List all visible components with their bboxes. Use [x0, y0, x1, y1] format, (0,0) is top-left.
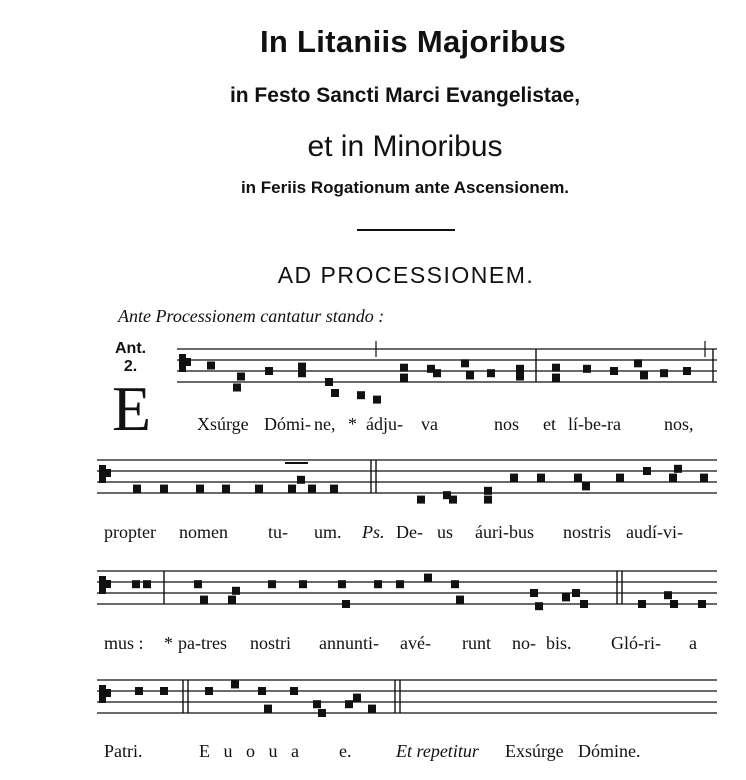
neume-note: [610, 367, 618, 375]
neume-note: [345, 700, 353, 708]
section-heading: AD PROCESSIONEM.: [277, 262, 535, 288]
initial-letter: E: [112, 373, 152, 444]
neume-note: [299, 580, 307, 588]
neume-note: [456, 596, 464, 604]
neume-note: [583, 365, 591, 373]
clef-mark: [99, 465, 106, 483]
neume-note: [318, 709, 326, 717]
lyric-syllable: et: [543, 414, 556, 434]
neume-note: [660, 369, 668, 377]
neume-note: [342, 600, 350, 608]
neume-note: [634, 359, 642, 367]
neume-note: [264, 705, 272, 713]
neume-note: [368, 705, 376, 713]
lyric-syllable: annunti-: [319, 633, 379, 653]
neume-note: [196, 485, 204, 493]
neume-note: [353, 694, 361, 702]
neume-note: [466, 371, 474, 379]
lyric-syllable: e.: [339, 741, 352, 761]
clef-mark: [106, 580, 111, 588]
lyric-syllable: a: [689, 633, 697, 653]
lyric-syllable: Dómine.: [578, 741, 641, 761]
lyric-syllable: nos: [494, 414, 520, 434]
neume-note: [484, 487, 492, 495]
neume-note: [325, 378, 333, 386]
neume-note: [669, 474, 677, 482]
antiphon-mode: 2.: [123, 358, 138, 375]
neume-note: [487, 369, 495, 377]
neume-note: [510, 474, 518, 482]
lyric-syllable: us: [437, 522, 454, 542]
lyric-syllable: bis.: [546, 633, 572, 653]
lyric-syllable: ádju-: [366, 414, 403, 434]
lyric-syllable: tu-: [268, 522, 288, 542]
neume-note: [207, 362, 215, 370]
lyric-syllable: Dómi-: [264, 414, 311, 434]
neume-note: [308, 485, 316, 493]
neume-note: [698, 600, 706, 608]
neume-note: [258, 687, 266, 695]
neume-note: [670, 600, 678, 608]
neume-note: [516, 373, 524, 381]
neume-note: [232, 587, 240, 595]
lyric-syllable: Gló-ri-: [611, 633, 661, 653]
neume-note: [516, 365, 524, 373]
neume-note: [313, 700, 321, 708]
neume-note: [160, 687, 168, 695]
neume-note: [552, 374, 560, 382]
neume-note: [298, 369, 306, 377]
neume-note: [638, 600, 646, 608]
neume-note: [331, 389, 339, 397]
neume-note: [143, 580, 151, 588]
neume-note: [132, 580, 140, 588]
lyric-syllable: Patri.: [104, 741, 143, 761]
clef-mark: [99, 576, 106, 594]
neume-note: [231, 680, 239, 688]
neume-note: [222, 485, 230, 493]
lyric-syllable: ne,: [314, 414, 336, 434]
clef-mark: [179, 354, 186, 372]
clef-mark: [99, 685, 106, 703]
neume-note: [449, 496, 457, 504]
neume-note: [433, 369, 441, 377]
page-title: In Litaniis Majoribus: [260, 24, 566, 59]
neume-note: [268, 580, 276, 588]
neume-note: [194, 580, 202, 588]
neume-note: [200, 596, 208, 604]
lyric-syllable: mus :: [104, 633, 144, 653]
neume-note: [562, 593, 570, 601]
lyric-syllable: no-: [512, 633, 536, 653]
lyric-syllable: va: [421, 414, 438, 434]
rubric-text: Ante Processionem cantatur stando :: [118, 306, 385, 326]
neume-note: [133, 485, 141, 493]
neume-note: [616, 474, 624, 482]
neume-note: [160, 485, 168, 493]
neume-note: [400, 374, 408, 382]
neume-note: [417, 496, 425, 504]
minor-subtitle: in Feriis Rogationum ante Ascensionem.: [240, 178, 570, 197]
neume-note: [552, 364, 560, 372]
neume-note: [255, 485, 263, 493]
neume-note: [530, 589, 538, 597]
lyric-psalm-marker: Ps.: [362, 522, 385, 542]
neume-note: [461, 359, 469, 367]
neume-note: [297, 476, 305, 484]
neume-note: [400, 364, 408, 372]
neume-note: [396, 580, 404, 588]
minor-title: et in Minoribus: [307, 130, 503, 163]
neume-note: [574, 474, 582, 482]
neume-note: [424, 574, 432, 582]
lyric-euouae: E u o u a: [199, 741, 299, 761]
lyric-syllable: pa-tres: [178, 633, 227, 653]
antiphon-label-text: Ant.: [115, 340, 147, 357]
neume-note: [700, 474, 708, 482]
neume-note: [228, 596, 236, 604]
clef-mark: [186, 358, 191, 366]
lyric-syllable: nos,: [664, 414, 694, 434]
lyric-syllable: audí-vi-: [626, 522, 683, 542]
neume-note: [484, 496, 492, 504]
lyric-syllable: Xsúrge: [197, 414, 249, 434]
lyric-syllable: áuri-bus: [475, 522, 534, 542]
neume-note: [237, 373, 245, 381]
rubric-repeat: Et repetitur: [396, 741, 479, 761]
neume-note: [290, 687, 298, 695]
lyric-syllable: propter: [104, 522, 156, 542]
lyric-syllable: *: [348, 414, 357, 434]
neume-note: [451, 580, 459, 588]
neume-note: [582, 482, 590, 490]
lyric-syllable: nomen: [179, 522, 228, 542]
neume-note: [580, 600, 588, 608]
lyric-syllable: lí-be-ra: [568, 414, 621, 434]
lyric-syllable: nostris: [563, 522, 612, 542]
lyric-syllable: nostri: [250, 633, 292, 653]
lyric-syllable: um.: [314, 522, 342, 542]
neume-note: [674, 465, 682, 473]
neume-note: [572, 589, 580, 597]
neume-note: [683, 367, 691, 375]
neume-note: [135, 687, 143, 695]
neume-note: [537, 474, 545, 482]
clef-mark: [106, 689, 111, 697]
neume-note: [640, 371, 648, 379]
neume-note: [205, 687, 213, 695]
lyric-syllable: *: [164, 633, 173, 653]
lyric-syllable: avé-: [400, 633, 431, 653]
neume-note: [643, 467, 651, 475]
neume-note: [338, 580, 346, 588]
clef-mark: [106, 469, 111, 477]
lyric-syllable: runt: [462, 633, 491, 653]
neume-note: [374, 580, 382, 588]
lyric-syllable: De-: [396, 522, 423, 542]
feast-subtitle: in Festo Sancti Marci Evangelistae,: [229, 84, 581, 107]
lyric-syllable: Exsúrge: [505, 741, 564, 761]
neume-note: [288, 485, 296, 493]
neume-note: [233, 384, 241, 392]
neume-note: [265, 367, 273, 375]
neume-note: [535, 602, 543, 610]
neume-note: [373, 396, 381, 404]
neume-note: [330, 485, 338, 493]
neume-note: [664, 591, 672, 599]
neume-note: [357, 391, 365, 399]
